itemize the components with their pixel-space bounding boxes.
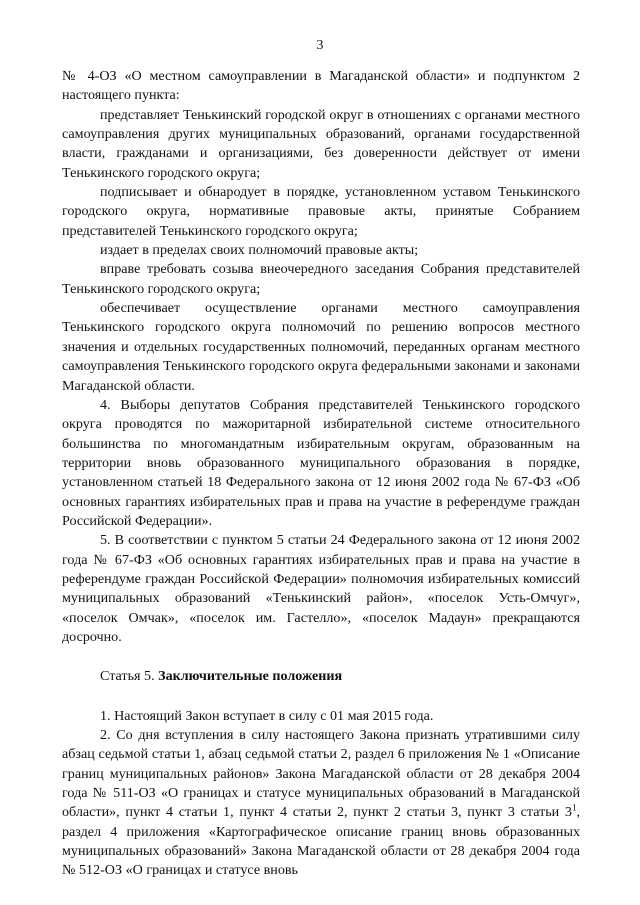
item-5-paragraph: 5. В соответствии с пунктом 5 статьи 24 Федерального закона от 12 июня 2002 года № 67-ФЗ «Об основных гарантиях избирательных прав и права на участие в референдуме граждан Российской Федерации» полномочия избирательных комиссий муниципальных образований «Тенькинский район», «поселок Усть-Омчуг», «поселок Омчак», «поселок им. Гастелло», «поселок Мадаун» прекращаются досрочно. <box>62 532 580 645</box>
article-heading <box>62 667 580 686</box>
power-paragraph: издает в пределах своих полномочий правовые акты; <box>100 242 419 259</box>
article-item-2-text: 2. Со дня вступления в силу настоящего Закона признать утратившими силу абзац седьмой статьи 1, абзац седьмой статьи 2, раздел 6 приложения № 1 «Описание границ муниципальных районов» Закона Магаданской области от 28 декабря 2004 года № 511-ОЗ «О границах и статусе муниципальных образований в Магаданской области», пункт 4 статьи 1, пункт 4 статьи 2, пункт 2 статьи 3, пункт 3 статьи 3 <box>62 727 580 821</box>
power-paragraph: подписывает и обнародует в порядке, установленном уставом Тенькинского городского округа, нормативные правовые акты, принятые Собранием представителей Тенькинского городского округа; <box>62 184 580 239</box>
article-label: Статья 5. <box>100 668 155 685</box>
power-paragraph: обеспечивает осуществление органами местного самоуправления Тенькинского городского округа полномочий по решению вопросов местного значения и отдельных государственных полномочий, переданных органам местного самоуправления Тенькинского городского округа федеральными законами и законами Магаданской области. <box>62 300 580 394</box>
document-body <box>62 67 580 881</box>
continuation-paragraph: № 4-ОЗ «О местном самоуправлении в Магаданской области» и подпунктом 2 настоящего пункта: <box>62 68 580 104</box>
article-item-2 <box>62 726 580 881</box>
article-item-1: 1. Настоящий Закон вступает в силу с 01 мая 2015 года. <box>100 707 434 724</box>
article-item-2-continuation: , раздел 4 приложения «Картографическое описание границ вновь образованных муниципальных образований» Закона Магаданской области от 28 декабря 2004 года № 512-ОЗ «О границах и статусе вновь <box>62 804 580 879</box>
power-paragraph: представляет Тенькинский городской округ в отношениях с органами местного самоуправления других муниципальных образований, органами государственной власти, гражданами и организациями, без доверенности действует от имени Тенькинского городского округа; <box>62 106 580 181</box>
power-paragraph: вправе требовать созыва внеочередного заседания Собрания представителей Тенькинского городского округа; <box>62 261 580 297</box>
page-number: 3 <box>316 38 324 53</box>
superscript-marker: 1 <box>571 802 577 813</box>
article-title: Заключительные положения <box>158 668 343 685</box>
item-4-paragraph: 4. Выборы депутатов Собрания представителей Тенькинского городского округа проводятся по мажоритарной избирательной системе относительного большинства по многомандатным избирательным округам, образованным на территории вновь образованного муниципального образования в порядке, установленном статьей 18 Федерального закона от 12 июня 2002 года № 67-ФЗ «Об основных гарантиях избирательных прав и права на участие в референдуме граждан Российской Федерации». <box>62 396 580 529</box>
